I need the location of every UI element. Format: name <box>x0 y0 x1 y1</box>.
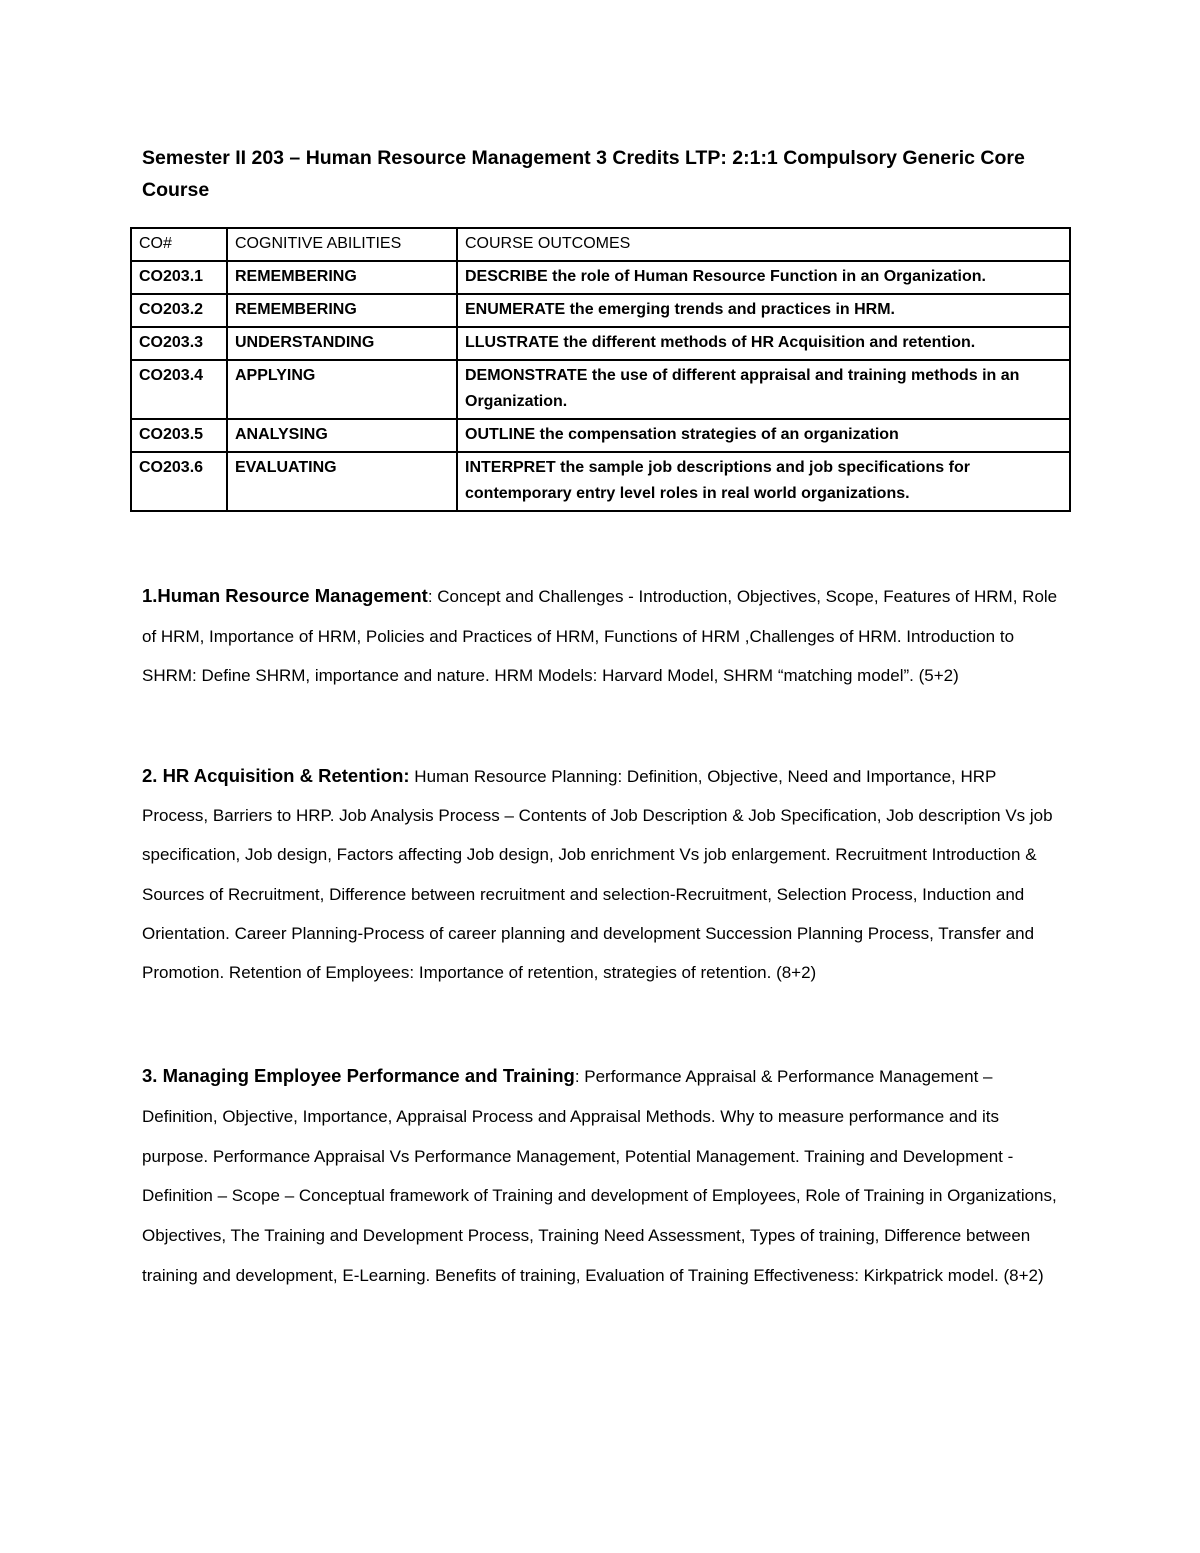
section-heading: 1.Human Resource Management <box>142 585 428 606</box>
course-outcome-cell: OUTLINE the compensation strategies of an organization <box>457 419 1070 452</box>
section-heading: 2. HR Acquisition & Retention: <box>142 765 410 786</box>
course-outcome-cell: INTERPRET the sample job descriptions and job specifications for contemporary entry level roles in real world organizations. <box>457 452 1070 511</box>
co-code-cell: CO203.6 <box>131 452 227 511</box>
co-code-cell: CO203.5 <box>131 419 227 452</box>
table-header-cognitive-abilities: COGNITIVE ABILITIES <box>227 228 457 261</box>
table-row <box>131 419 1070 452</box>
co-code-cell: CO203.4 <box>131 360 227 419</box>
section-managing-performance-training <box>142 1056 1064 1296</box>
cognitive-ability-cell: REMEMBERING <box>227 294 457 327</box>
table-header-co: CO# <box>131 228 227 261</box>
section-body: : Concept and Challenges - Introduction, Objectives, Scope, Features of HRM, Role of HRM, Importance of HRM, Policies and Practices of HRM, Functions of HRM ,Challenges of HRM. Introduction to SHRM: Define SHRM, importance and nature. HRM Models: Harvard Model, SHRM “matching model”. (5+2) <box>142 587 1058 686</box>
course-outcome-cell: ENUMERATE the emerging trends and practices in HRM. <box>457 294 1070 327</box>
table-header-course-outcomes: COURSE OUTCOMES <box>457 228 1070 261</box>
table-row <box>131 294 1070 327</box>
cognitive-ability-cell: REMEMBERING <box>227 261 457 294</box>
section-body: : Performance Appraisal & Performance Management – Definition, Objective, Importance, Appraisal Process and Appraisal Methods. Why to measure performance and its purpose. Performance Appraisal Vs Performance Management, Potential Management. Training and Development - Definition – Scope – Conceptual framework of Training and development of Employees, Role of Training in Organizations, Objectives, The Training and Development Process, Training Need Assessment, Types of training, Difference between training and development, E-Learning. Benefits of training, Evaluation of Training Effectiveness: Kirkpatrick model. (8+2) <box>142 1067 1057 1285</box>
table-row <box>131 327 1070 360</box>
table-row <box>131 261 1070 294</box>
co-code-cell: CO203.3 <box>131 327 227 360</box>
document-title: Semester II 203 – Human Resource Management 3 Credits LTP: 2:1:1 Compulsory Generic Core Course <box>142 147 1025 201</box>
co-code-cell: CO203.1 <box>131 261 227 294</box>
course-outcomes-table <box>130 227 1071 512</box>
section-hr-acquisition-retention <box>142 756 1064 992</box>
course-outcome-cell: DEMONSTRATE the use of different appraisal and training methods in an Organization. <box>457 360 1070 419</box>
table-header-row <box>131 228 1070 261</box>
cognitive-ability-cell: APPLYING <box>227 360 457 419</box>
course-outcome-cell: DESCRIBE the role of Human Resource Function in an Organization. <box>457 261 1070 294</box>
cognitive-ability-cell: UNDERSTANDING <box>227 327 457 360</box>
cognitive-ability-cell: ANALYSING <box>227 419 457 452</box>
section-human-resource-management <box>142 576 1064 696</box>
table-row <box>131 452 1070 511</box>
section-body: Human Resource Planning: Definition, Objective, Need and Importance, HRP Process, Barriers to HRP. Job Analysis Process – Contents of Job Description & Job Specification, Job description Vs job specification, Job design, Factors affecting Job design, Job enrichment Vs job enlargement. Recruitment Introduction & Sources of Recruitment, Difference between recruitment and selection-Recruitment, Selection Process, Induction and Orientation. Career Planning-Process of career planning and development Succession Planning Process, Transfer and Promotion. Retention of Employees: Importance of retention, strategies of retention. (8+2) <box>142 767 1053 983</box>
table-row <box>131 360 1070 419</box>
course-outcome-cell: LLUSTRATE the different methods of HR Acquisition and retention. <box>457 327 1070 360</box>
cognitive-ability-cell: EVALUATING <box>227 452 457 511</box>
section-heading: 3. Managing Employee Performance and Training <box>142 1065 575 1086</box>
co-code-cell: CO203.2 <box>131 294 227 327</box>
